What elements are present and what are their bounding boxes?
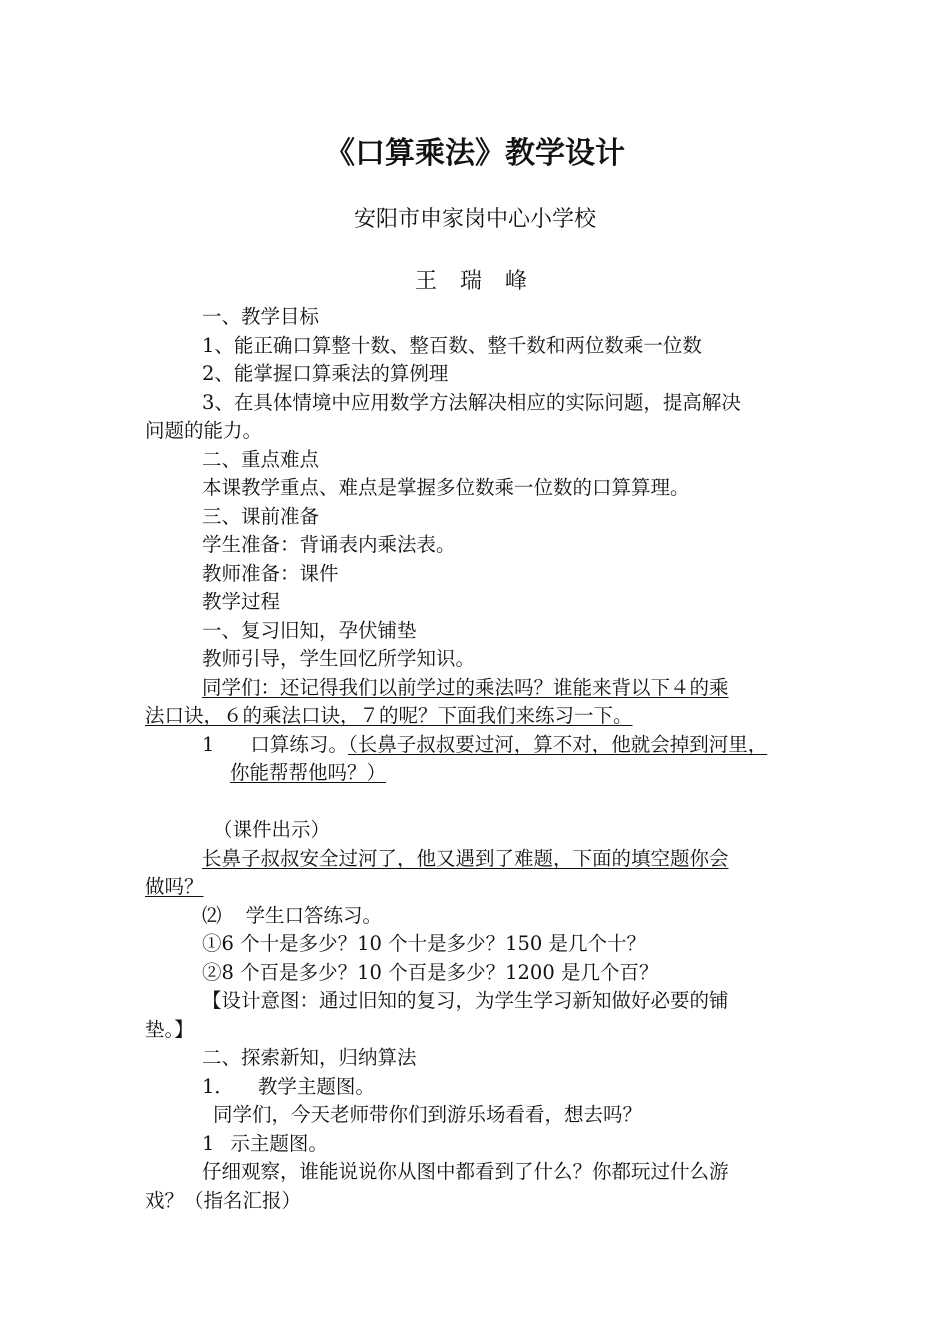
paragraph: 教师引导，学生回忆所学知识。 bbox=[202, 647, 476, 670]
underlined-paragraph: 法口诀，６的乘法口诀，７的呢？下面我们来练习一下。 bbox=[145, 704, 633, 727]
underlined-paragraph: 做吗？ bbox=[145, 875, 204, 898]
list-text: 口算练习。 bbox=[250, 732, 348, 756]
list-number: 1 bbox=[202, 732, 215, 756]
list-number: 1． bbox=[202, 1074, 234, 1098]
paragraph: ①6 个十是多少？10 个十是多少？150 是几个十？ bbox=[202, 932, 647, 955]
underlined-text: （长鼻子叔叔要过河，算不对，他就会掉到河里， bbox=[347, 732, 768, 756]
list-text: 学生口答练习。 bbox=[245, 903, 383, 927]
list-item bbox=[145, 1130, 825, 1159]
calc-row bbox=[145, 788, 825, 817]
author-name: 王 瑞 峰 bbox=[415, 269, 535, 294]
list-number: ⑵ bbox=[202, 903, 222, 927]
paragraph: 戏？（指名汇报） bbox=[145, 1188, 302, 1212]
underlined-paragraph: 同学们：还记得我们以前学过的乘法吗？谁能来背以下４的乘 bbox=[202, 675, 729, 699]
section-heading: 三、课前准备 bbox=[202, 504, 320, 528]
section-heading: 二、重点难点 bbox=[202, 447, 320, 471]
paragraph: 仔细观察，谁能说说你从图中都看到了什么？你都玩过什么游 bbox=[202, 1160, 729, 1183]
paragraph: 1、能正确口算整十数、整百数、整千数和两位数乘一位数 bbox=[202, 333, 702, 357]
paragraph: 3、在具体情境中应用数学方法解决相应的实际问题，提高解决 bbox=[202, 390, 741, 414]
design-note: 【设计意图：通过旧知的复习，为学生学习新知做好必要的铺 bbox=[202, 989, 729, 1012]
list-item bbox=[145, 731, 825, 760]
paragraph: 同学们，今天老师带你们到游乐场看看，想去吗？ bbox=[213, 1103, 643, 1126]
list-number: 1 bbox=[202, 1131, 215, 1155]
design-note: 垫。】 bbox=[145, 1017, 194, 1041]
paragraph: 2、能掌握口算乘法的算例理 bbox=[202, 362, 449, 385]
section-heading: 二、探索新知，归纳算法 bbox=[202, 1046, 417, 1069]
section-heading: 一、教学目标 bbox=[202, 305, 320, 328]
document-title: 《口算乘法》教学设计 bbox=[325, 136, 625, 171]
paragraph: 学生准备：背诵表内乘法表。 bbox=[202, 533, 456, 556]
list-item bbox=[145, 1073, 825, 1102]
list-text: 教学主题图。 bbox=[257, 1074, 375, 1098]
document-body bbox=[145, 303, 825, 1215]
list-text: 示主题图。 bbox=[230, 1131, 328, 1155]
underlined-paragraph: 长鼻子叔叔安全过河了，他又遇到了难题，下面的填空题你会 bbox=[202, 846, 729, 870]
paragraph: 教学过程 bbox=[202, 590, 281, 613]
paragraph: ②8 个百是多少？10 个百是多少？1200 是几个百？ bbox=[202, 960, 659, 984]
paragraph: （课件出示） bbox=[213, 818, 331, 841]
paragraph: 教师准备：课件 bbox=[202, 561, 339, 585]
school-name: 安阳市申家岗中心小学校 bbox=[353, 207, 596, 232]
list-item bbox=[145, 902, 825, 931]
section-heading: 一、复习旧知，孕伏铺垫 bbox=[202, 618, 417, 642]
underlined-paragraph: 你能帮帮他吗？） bbox=[230, 761, 387, 784]
paragraph: 本课教学重点、难点是掌握多位数乘一位数的口算算理。 bbox=[202, 476, 690, 499]
paragraph: 问题的能力。 bbox=[145, 419, 263, 442]
